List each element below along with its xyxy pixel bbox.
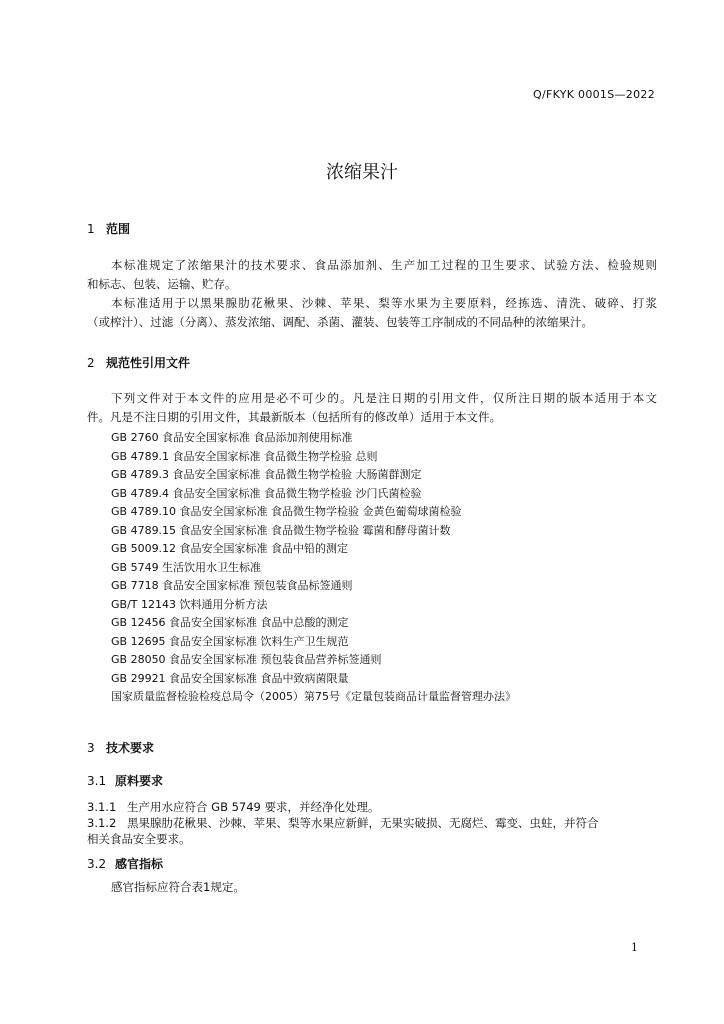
document-title: 浓缩果汁: [326, 162, 398, 183]
section-3-heading: [87, 739, 154, 756]
clause-text: 黑果腺肋花楸果、沙棘、苹果、梨等水果应新鲜，无果实破损、无腐烂、霉变、虫蛀，并符合: [127, 816, 599, 830]
section-title: 技术要求: [106, 741, 155, 755]
clause-number: 3.1.1: [87, 800, 117, 814]
reference-item: GB 29921 食品安全国家标准 食品中致病菌限量: [111, 671, 349, 685]
section-title: 范围: [106, 222, 131, 236]
section-3-1-heading: [87, 772, 163, 789]
section-2-heading: [87, 354, 190, 371]
section-number: 2: [87, 356, 95, 370]
section-title: 感官指标: [115, 857, 164, 871]
reference-item: GB 5009.12 食品安全国家标准 食品中铅的测定: [111, 542, 349, 555]
sensory-requirement-text: 感官指标应符合表1规定。: [111, 880, 245, 894]
reference-item: 国家质量监督检验检疫总局令（2005）第75号《定量包装商品计量监督管理办法》: [111, 690, 516, 703]
reference-item: GB 28050 食品安全国家标准 预包装食品营养标签通则: [111, 653, 382, 666]
clause-text-continued: 相关食品安全要求。: [87, 832, 191, 846]
section-number: 3: [87, 741, 95, 755]
reference-item: GB 7718 食品安全国家标准 预包装食品标签通则: [111, 579, 353, 592]
paragraph-line: 本标准适用于以黑果腺肋花楸果、沙棘、苹果、梨等水果为主要原料，经拣选、清洗、破碎、打浆: [111, 296, 657, 310]
reference-item: GB/T 12143 饮料通用分析方法: [111, 597, 268, 611]
section-number: 3.1: [87, 774, 107, 788]
page-number: 1: [631, 941, 638, 954]
reference-item: GB 12695 食品安全国家标准 饮料生产卫生规范: [111, 634, 349, 648]
paragraph-line: 和标志、包装、运输、贮存。: [87, 277, 237, 291]
section-number: 3.2: [87, 857, 107, 871]
section-1-heading: [87, 220, 130, 237]
section-2-intro: [87, 389, 657, 427]
reference-item: GB 4789.1 食品安全国家标准 食品微生物学检验 总则: [111, 449, 378, 463]
reference-item: GB 4789.3 食品安全国家标准 食品微生物学检验 大肠菌群测定: [111, 468, 422, 481]
normative-references-list: [111, 429, 516, 707]
clause-3-1-2: [87, 815, 657, 847]
reference-item: GB 4789.15 食品安全国家标准 食品微生物学检验 霉菌和酵母菌计数: [111, 523, 451, 537]
paragraph-line: 件。凡是不注日期的引用文件，其最新版本（包括所有的修改单）适用于本文件。: [87, 410, 501, 424]
paragraph-line: （或榨汁）、过滤（分离）、蒸发浓缩、调配、杀菌、灌装、包装等工序制成的不同品种的浓缩果汁。: [87, 315, 593, 329]
section-title: 原料要求: [115, 774, 164, 788]
reference-item: GB 12456 食品安全国家标准 食品中总酸的测定: [111, 616, 349, 629]
section-1-paragraphs: [87, 256, 657, 332]
section-number: 1: [87, 222, 95, 236]
paragraph-line: 下列文件对于本文件的应用是必不可少的。凡是注日期的引用文件，仅所注日期的版本适用于本文: [111, 391, 657, 405]
section-title: 规范性引用文件: [106, 356, 191, 370]
reference-item: GB 5749 生活饮用水卫生标准: [111, 560, 262, 574]
clause-text: 生产用水应符合 GB 5749 要求，并经净化处理。: [127, 800, 380, 814]
standard-code: Q/FKYK 0001S—2022: [532, 88, 655, 101]
reference-item: GB 4789.4 食品安全国家标准 食品微生物学检验 沙门氏菌检验: [111, 486, 422, 500]
clause-3-1-1: [87, 799, 657, 815]
reference-item: GB 2760 食品安全国家标准 食品添加剂使用标准: [111, 431, 353, 444]
paragraph-line: 本标准规定了浓缩果汁的技术要求、食品添加剂、生产加工过程的卫生要求、试验方法、检验规则: [111, 258, 657, 272]
section-3-2-heading: [87, 855, 163, 872]
clause-number: 3.1.2: [87, 816, 117, 830]
reference-item: GB 4789.10 食品安全国家标准 食品微生物学检验 金黄色葡萄球菌检验: [111, 505, 462, 518]
